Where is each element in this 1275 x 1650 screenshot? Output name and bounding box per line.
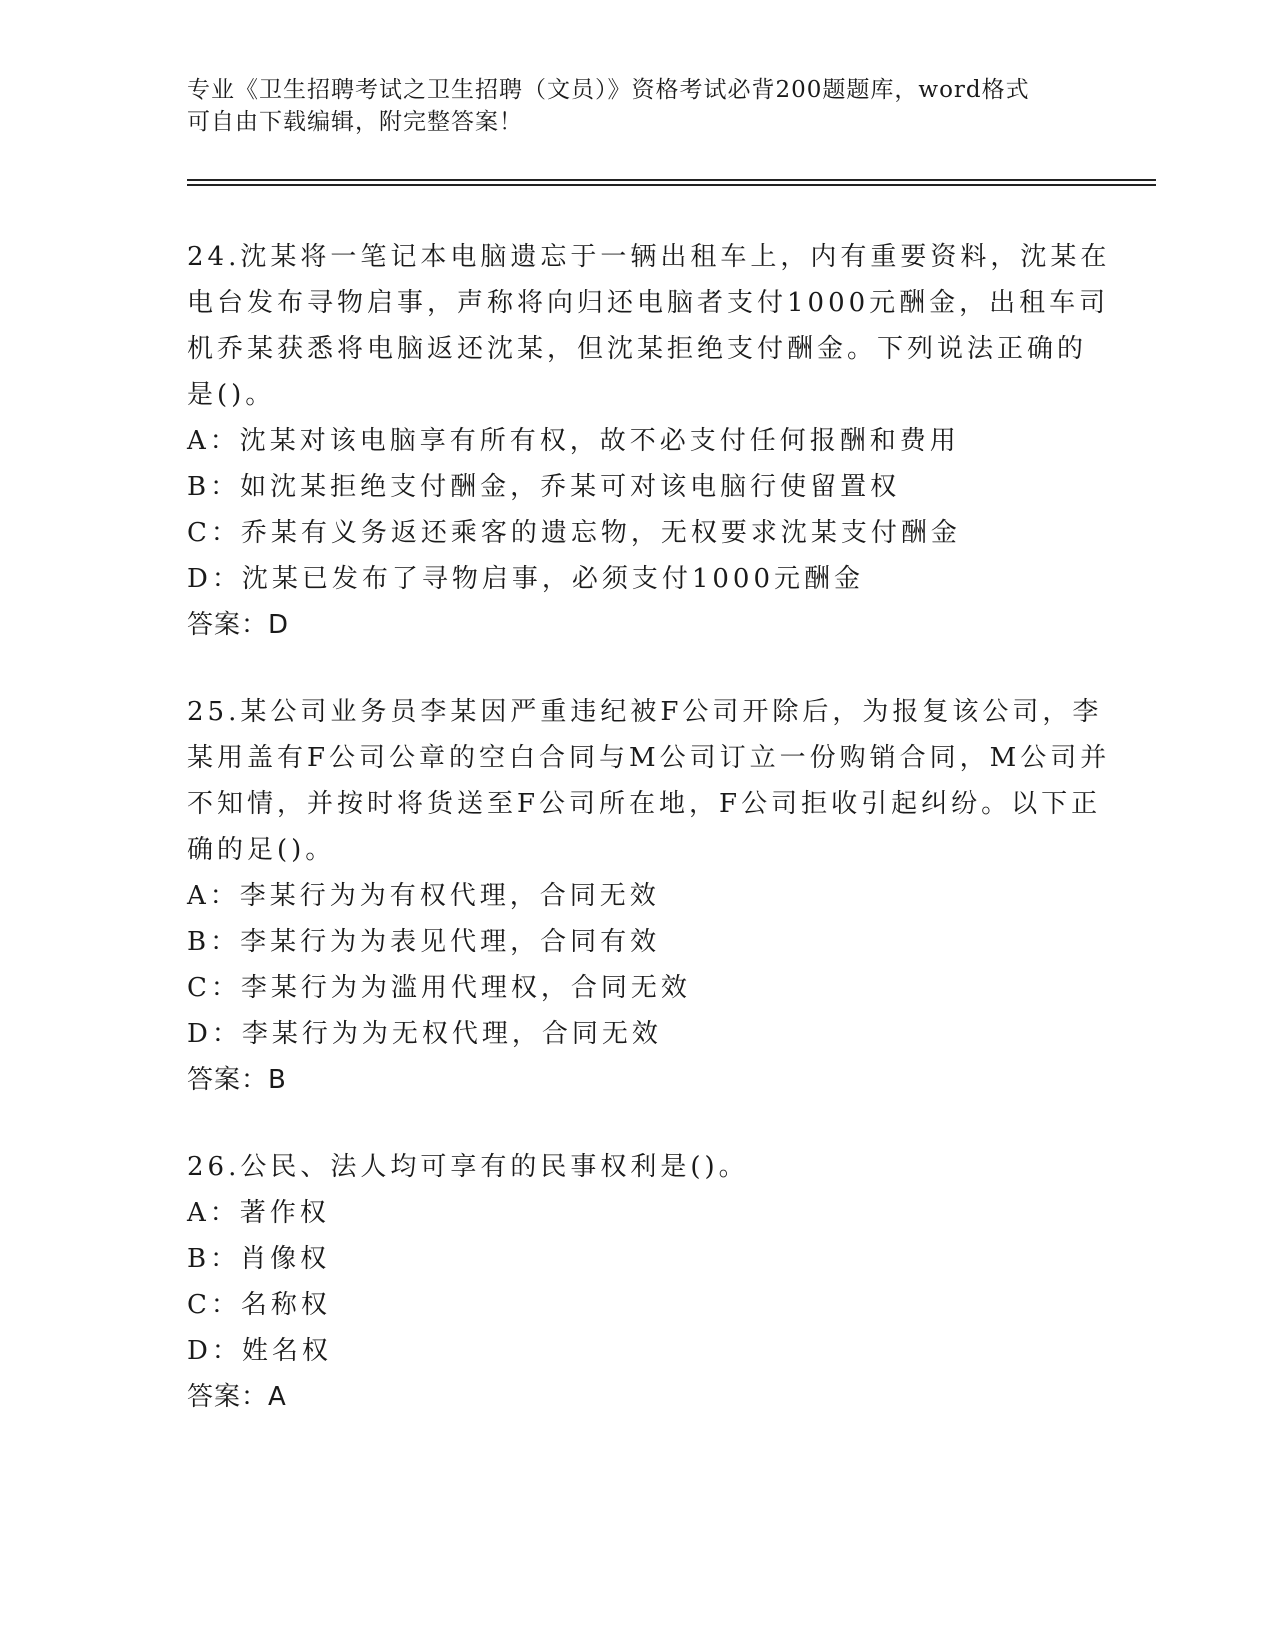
question-stem-line: 26.公民、法人均可享有的民事权利是()。 bbox=[187, 1152, 749, 1182]
question-stem-line: 机乔某获悉将电脑返还沈某，但沈某拒绝支付酬金。下列说法正确的 bbox=[187, 334, 1088, 364]
question-stem-line: 是()。 bbox=[187, 380, 276, 410]
document-header bbox=[187, 74, 1087, 138]
header-divider-bottom bbox=[187, 184, 1156, 186]
header-divider-top bbox=[187, 179, 1156, 181]
question-stem-line: 25.某公司业务员李某因严重违纪被F公司开除后，为报复该公司，李 bbox=[187, 697, 1103, 727]
question-24 bbox=[187, 234, 1111, 648]
question-stem-line: 确的足()。 bbox=[187, 835, 336, 865]
answer-label: 答案：B bbox=[187, 1065, 287, 1095]
option-d: D：李某行为为无权代理，合同无效 bbox=[187, 1019, 662, 1049]
option-d: D：姓名权 bbox=[187, 1336, 332, 1366]
header-title-line-2: 可自由下载编辑，附完整答案！ bbox=[187, 109, 523, 135]
option-a: A：李某行为为有权代理，合同无效 bbox=[187, 881, 660, 911]
option-b: B：如沈某拒绝支付酬金，乔某可对该电脑行使留置权 bbox=[187, 472, 901, 502]
header-title-line-1: 专业《卫生招聘考试之卫生招聘（文员）》资格考试必背200题题库，word格式 bbox=[187, 77, 1030, 103]
question-25 bbox=[187, 689, 1111, 1103]
option-c: C：李某行为为滥用代理权，合同无效 bbox=[187, 973, 691, 1003]
option-b: B：肖像权 bbox=[187, 1244, 331, 1274]
option-c: C：名称权 bbox=[187, 1290, 331, 1320]
answer-label: 答案：D bbox=[187, 610, 290, 640]
option-a: A：著作权 bbox=[187, 1198, 330, 1228]
option-a: A：沈某对该电脑享有所有权，故不必支付任何报酬和费用 bbox=[187, 426, 960, 456]
option-b: B：李某行为为表见代理，合同有效 bbox=[187, 927, 661, 957]
option-d: D：沈某已发布了寻物启事，必须支付1000元酬金 bbox=[187, 564, 865, 594]
option-c: C：乔某有义务返还乘客的遗忘物，无权要求沈某支付酬金 bbox=[187, 518, 961, 548]
question-stem-line: 某用盖有F公司公章的空白合同与M公司订立一份购销合同，M公司并 bbox=[187, 743, 1111, 773]
answer-label: 答案：A bbox=[187, 1382, 287, 1412]
question-stem-line: 不知情，并按时将货送至F公司所在地，F公司拒收引起纠纷。以下正 bbox=[187, 789, 1102, 819]
question-stem-line: 24.沈某将一笔记本电脑遗忘于一辆出租车上，内有重要资料，沈某在 bbox=[187, 242, 1111, 272]
question-stem-line: 电台发布寻物启事，声称将向归还电脑者支付1000元酬金，出租车司 bbox=[187, 288, 1110, 318]
question-26 bbox=[187, 1144, 1087, 1420]
